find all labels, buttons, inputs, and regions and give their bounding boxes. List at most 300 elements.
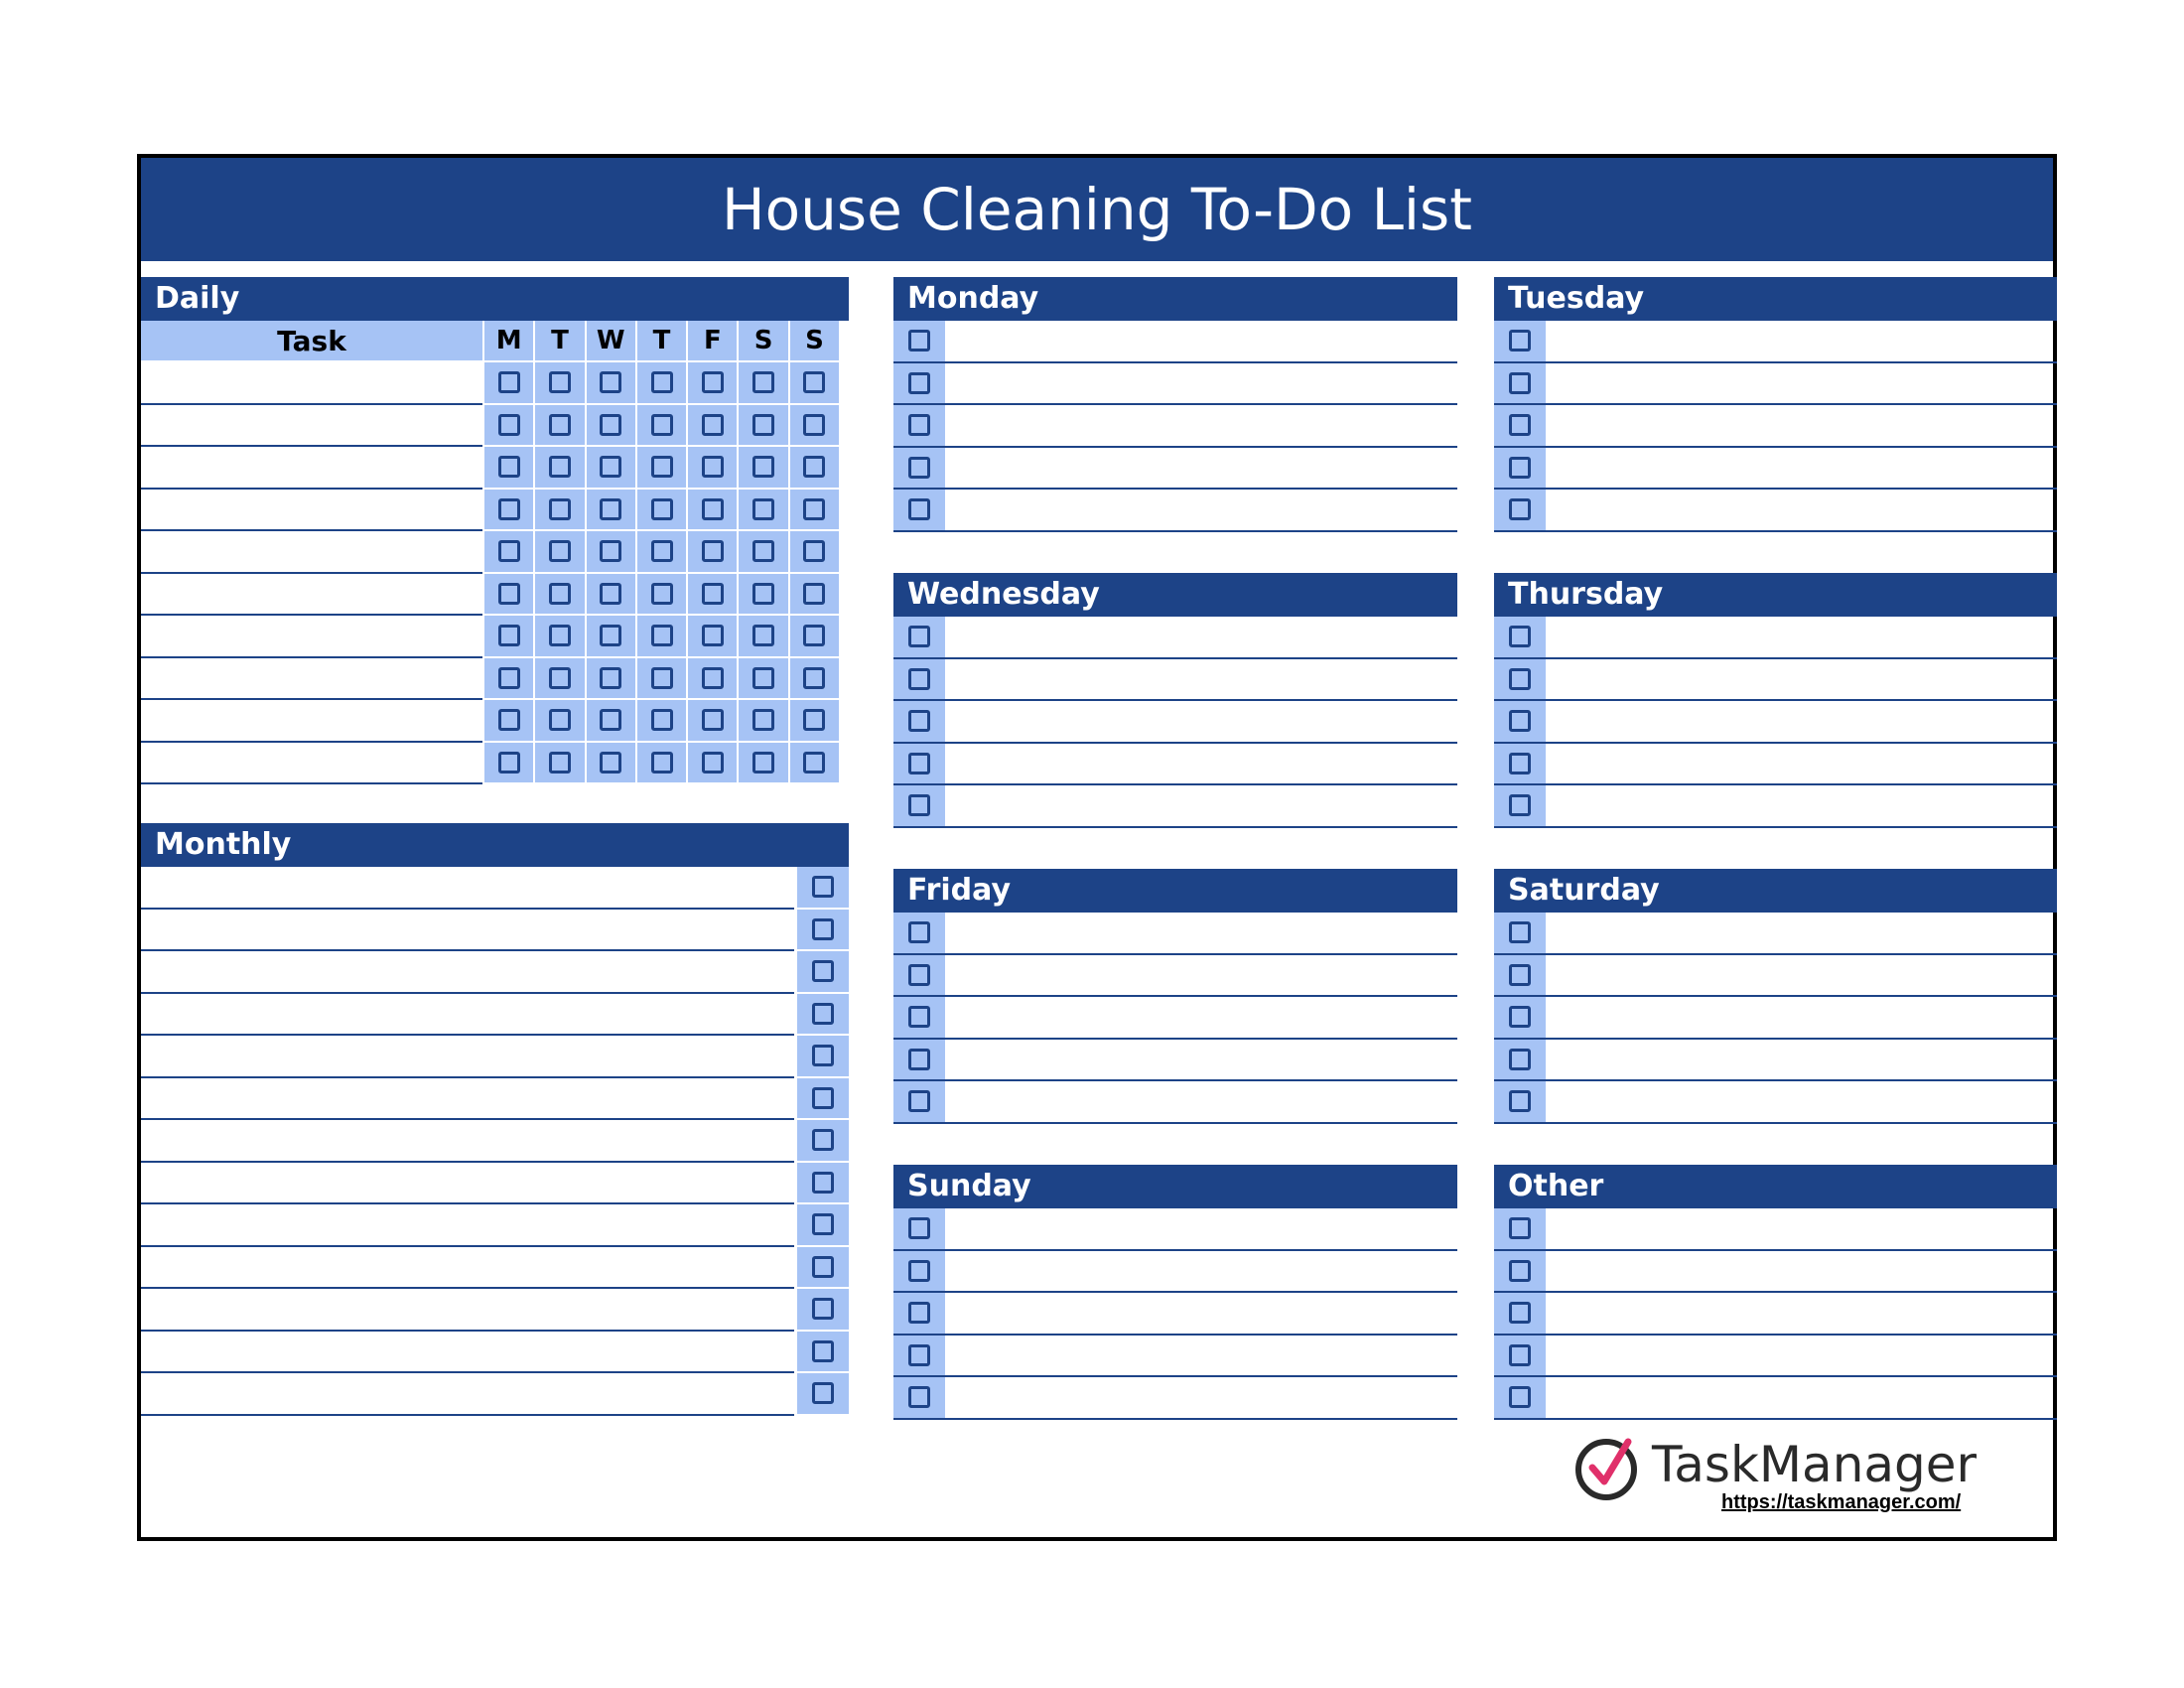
daily-row [141,616,849,658]
daily-checkbox-cell [533,743,584,785]
monthly-row [141,867,849,910]
day-section-header [1494,1165,2057,1208]
checkbox[interactable] [908,498,930,520]
checkbox-cell [1494,997,1546,1038]
checkbox-cell [893,321,945,361]
task-line[interactable] [947,1377,1457,1418]
daily-checkbox-cell [788,658,839,701]
day-section-header [893,869,1457,913]
checkbox[interactable] [600,625,621,646]
checkbox[interactable] [1509,964,1531,986]
checkbox[interactable] [752,752,774,774]
checkbox[interactable] [812,1087,834,1109]
checkbox[interactable] [752,583,774,605]
monthly-task-line[interactable] [141,1289,794,1332]
monthly-list [141,867,849,1416]
daily-row [141,658,849,701]
checkbox[interactable] [651,752,673,774]
daily-checkbox-cell [737,743,787,785]
daily-task-line[interactable] [141,405,482,448]
monthly-header [141,823,849,867]
task-line[interactable] [947,913,1457,953]
daily-checkbox-cell [482,531,533,574]
checkbox[interactable] [812,1172,834,1194]
monthly-task-line[interactable] [141,867,794,910]
monthly-checkbox-cell [797,1332,849,1374]
task-line[interactable] [947,701,1457,742]
task-line[interactable] [1548,744,2057,784]
task-line[interactable] [1548,363,2057,404]
task-line[interactable] [947,1081,1457,1122]
daily-checkbox-cell [482,743,533,785]
day-task-row [893,659,1457,702]
checkbox[interactable] [1509,1090,1531,1112]
checkbox[interactable] [908,921,930,943]
daily-checkbox-cell [585,743,635,785]
checkbox[interactable] [752,456,774,478]
daily-checkbox-cell [686,700,737,743]
daily-checkbox-cell [788,743,839,785]
task-line[interactable] [1548,321,2057,361]
checkbox[interactable] [651,709,673,731]
checkbox-cell [893,1081,945,1122]
taskmanager-logo [1572,1428,2039,1517]
checkbox[interactable] [803,752,825,774]
daily-checkbox-cell [585,362,635,405]
task-line[interactable] [947,1251,1457,1292]
daily-checkbox-cell [533,700,584,743]
monthly-task-line[interactable] [141,1078,794,1121]
checkbox[interactable] [651,667,673,689]
task-line[interactable] [947,405,1457,446]
checkbox[interactable] [651,498,673,520]
checkbox-cell [893,1336,945,1376]
checkbox[interactable] [752,667,774,689]
checkbox[interactable] [752,625,774,646]
task-line[interactable] [947,659,1457,700]
day-task-row [893,617,1457,659]
day-task-row [1494,490,2057,532]
task-line[interactable] [947,1293,1457,1334]
checkbox[interactable] [651,540,673,562]
daily-checkbox-cell [737,362,787,405]
checkbox-cell [1494,913,1546,953]
checkbox[interactable] [702,371,724,393]
checkbox[interactable] [600,498,621,520]
checkbox[interactable] [812,1129,834,1151]
task-line[interactable] [947,785,1457,826]
checkbox[interactable] [752,540,774,562]
checkbox[interactable] [498,625,520,646]
checkbox[interactable] [908,710,930,732]
logo-url-link[interactable]: https://taskmanager.com/ [1721,1491,1962,1513]
daily-checkbox-cell [533,574,584,617]
daily-checkbox-cell [533,405,584,448]
checkbox[interactable] [498,414,520,436]
daily-task-line[interactable] [141,743,482,785]
daily-row [141,700,849,743]
day-task-row [893,448,1457,491]
daily-task-line[interactable] [141,658,482,701]
monthly-heading: Monthly [155,827,292,862]
checkbox-cell [1494,363,1546,404]
daily-task-line[interactable] [141,574,482,617]
daily-checkbox-cell [585,616,635,658]
day-column-header: M [482,321,533,362]
checkbox[interactable] [908,1006,930,1028]
checkbox[interactable] [1509,710,1531,732]
task-line[interactable] [1548,785,2057,826]
logo-name: TaskManager [1652,1436,1978,1493]
checkbox[interactable] [803,498,825,520]
checkbox[interactable] [600,667,621,689]
daily-checkbox-cell [788,574,839,617]
checkbox-cell [893,955,945,996]
checkbox-cell [1494,1081,1546,1122]
task-line[interactable] [1548,490,2057,530]
checkbox[interactable] [803,667,825,689]
checkbox-cell [893,405,945,446]
checkbox[interactable] [498,540,520,562]
task-line[interactable] [1548,617,2057,657]
day-task-row [893,1251,1457,1294]
day-task-row [893,785,1457,828]
checkbox[interactable] [600,414,621,436]
task-line[interactable] [947,955,1457,996]
checkbox[interactable] [812,1213,834,1235]
checkbox[interactable] [908,330,930,352]
daily-checkbox-cell [788,490,839,532]
checkbox-cell [893,1293,945,1334]
checkbox[interactable] [498,667,520,689]
checkbox[interactable] [1509,498,1531,520]
task-line[interactable] [1548,1336,2057,1376]
daily-header [141,277,849,321]
daily-checkbox-cell [482,574,533,617]
checkbox[interactable] [549,456,571,478]
task-line[interactable] [947,744,1457,784]
day-task-row [893,997,1457,1040]
checkbox[interactable] [1509,1006,1531,1028]
checkbox-cell [893,1040,945,1080]
monthly-checkbox-cell [797,867,849,910]
checkbox[interactable] [1509,1049,1531,1070]
monthly-row [141,1247,849,1290]
checkbox[interactable] [702,456,724,478]
checkbox[interactable] [803,414,825,436]
day-task-list [1494,321,2057,532]
checkbox[interactable] [1509,1302,1531,1324]
task-line[interactable] [1548,955,2057,996]
checkbox[interactable] [908,964,930,986]
task-line[interactable] [1548,1251,2057,1292]
monthly-task-line[interactable] [141,951,794,994]
monthly-row [141,1332,849,1374]
task-line[interactable] [1548,1081,2057,1122]
daily-checkbox-cell [482,616,533,658]
task-line[interactable] [947,321,1457,361]
checkbox[interactable] [812,876,834,898]
daily-checkbox-cell [737,700,787,743]
task-line[interactable] [947,490,1457,530]
checkbox[interactable] [651,371,673,393]
checkbox[interactable] [803,709,825,731]
day-section-title: Friday [907,873,1012,908]
task-line[interactable] [1548,659,2057,700]
checkbox-cell [893,744,945,784]
monthly-task-line[interactable] [141,1120,794,1163]
checkbox[interactable] [908,1260,930,1282]
checkbox[interactable] [600,709,621,731]
checkbox[interactable] [702,540,724,562]
checkbox[interactable] [812,1045,834,1066]
checkbox[interactable] [1509,753,1531,774]
day-task-list [1494,1208,2057,1420]
daily-task-line[interactable] [141,531,482,574]
day-task-list [1494,617,2057,828]
day-section-title: Saturday [1508,873,1660,908]
monthly-task-line[interactable] [141,1373,794,1416]
task-line[interactable] [1548,913,2057,953]
checkbox-cell [1494,321,1546,361]
checkbox-cell [1494,405,1546,446]
checkbox[interactable] [600,583,621,605]
monthly-task-line[interactable] [141,910,794,952]
monthly-task-line[interactable] [141,1247,794,1290]
checkbox[interactable] [549,709,571,731]
checkbox[interactable] [803,540,825,562]
checkbox[interactable] [498,709,520,731]
checkbox[interactable] [549,498,571,520]
checkbox[interactable] [549,371,571,393]
checkbox[interactable] [549,667,571,689]
daily-task-line[interactable] [141,490,482,532]
daily-checkbox-cell [635,700,686,743]
checkbox[interactable] [908,1386,930,1408]
day-section-header [1494,573,2057,617]
task-line[interactable] [1548,1377,2057,1418]
task-line[interactable] [947,448,1457,489]
checkbox[interactable] [812,1256,834,1278]
daily-checkbox-cell [482,490,533,532]
checkbox[interactable] [549,583,571,605]
daily-checkbox-cell [686,531,737,574]
checkbox[interactable] [549,414,571,436]
day-task-row [893,1377,1457,1420]
checkbox[interactable] [498,498,520,520]
checkbox[interactable] [1509,1260,1531,1282]
checkbox[interactable] [702,667,724,689]
checkbox[interactable] [651,625,673,646]
daily-row [141,490,849,532]
task-line[interactable] [947,1040,1457,1080]
page-title: House Cleaning To-Do List [722,176,1472,243]
checkbox[interactable] [908,1049,930,1070]
monthly-row [141,951,849,994]
daily-checkbox-cell [686,574,737,617]
checkbox[interactable] [908,457,930,479]
daily-checkbox-cell [788,447,839,490]
monthly-row [141,1078,849,1121]
checkbox[interactable] [908,626,930,647]
checkbox[interactable] [1509,1344,1531,1366]
checkbox[interactable] [812,1382,834,1404]
checkbox[interactable] [908,414,930,436]
monthly-task-line[interactable] [141,1036,794,1078]
checkbox[interactable] [600,371,621,393]
daily-task-line[interactable] [141,700,482,743]
daily-checkbox-cell [585,574,635,617]
checkbox[interactable] [803,583,825,605]
checkbox-cell [893,997,945,1038]
checkbox[interactable] [908,1344,930,1366]
daily-checkbox-cell [635,658,686,701]
task-line[interactable] [1548,1208,2057,1249]
day-task-list [893,617,1457,828]
daily-checkbox-cell [533,531,584,574]
checkbox[interactable] [1509,1386,1531,1408]
checkbox[interactable] [702,752,724,774]
checkbox[interactable] [752,498,774,520]
checkbox[interactable] [1509,921,1531,943]
checkbox[interactable] [600,540,621,562]
checkbox[interactable] [651,414,673,436]
checkbox[interactable] [702,709,724,731]
daily-checkbox-cell [737,574,787,617]
checkbox[interactable] [498,371,520,393]
daily-checkbox-cell [635,447,686,490]
checkbox[interactable] [1509,1217,1531,1239]
task-line[interactable] [1548,405,2057,446]
day-task-row [893,701,1457,744]
checkbox[interactable] [803,625,825,646]
checkbox[interactable] [702,625,724,646]
checkbox[interactable] [1509,794,1531,816]
checkbox[interactable] [803,456,825,478]
checkbox[interactable] [549,625,571,646]
daily-row [141,362,849,405]
checkbox-cell [893,785,945,826]
checkbox-cell [1494,1377,1546,1418]
checkbox[interactable] [908,753,930,774]
checkbox[interactable] [1509,372,1531,394]
checkbox[interactable] [908,668,930,690]
daily-checkbox-cell [482,447,533,490]
check-circle-icon [1572,1432,1644,1503]
task-line[interactable] [1548,448,2057,489]
task-line[interactable] [1548,1293,2057,1334]
monthly-checkbox-cell [797,1078,849,1121]
monthly-row [141,1289,849,1332]
task-line[interactable] [947,997,1457,1038]
task-line[interactable] [947,363,1457,404]
checkbox[interactable] [812,1340,834,1362]
checkbox[interactable] [908,372,930,394]
checkbox[interactable] [752,414,774,436]
checkbox-cell [1494,955,1546,996]
daily-heading: Daily [155,281,240,316]
checkbox-cell [893,913,945,953]
day-task-row [893,1293,1457,1336]
checkbox[interactable] [752,371,774,393]
checkbox[interactable] [651,456,673,478]
day-column-header: W [585,321,635,362]
checkbox[interactable] [908,794,930,816]
day-section-header [1494,869,2057,913]
day-section-title: Monday [907,281,1039,316]
day-task-row [1494,405,2057,448]
day-task-row [1494,1081,2057,1124]
monthly-task-line[interactable] [141,1332,794,1374]
checkbox[interactable] [1509,626,1531,647]
monthly-checkbox-cell [797,1036,849,1078]
checkbox[interactable] [498,456,520,478]
checkbox[interactable] [1509,414,1531,436]
checkbox[interactable] [812,1298,834,1320]
checkbox[interactable] [908,1217,930,1239]
task-line[interactable] [1548,997,2057,1038]
checkbox[interactable] [1509,668,1531,690]
checkbox[interactable] [752,709,774,731]
day-task-row [1494,744,2057,786]
monthly-task-line[interactable] [141,994,794,1037]
monthly-task-line[interactable] [141,1163,794,1205]
checkbox[interactable] [651,583,673,605]
day-task-row [893,744,1457,786]
task-line[interactable] [947,1336,1457,1376]
day-column-header: T [533,321,584,362]
checkbox[interactable] [812,960,834,982]
task-line[interactable] [947,617,1457,657]
checkbox[interactable] [549,752,571,774]
checkbox[interactable] [803,371,825,393]
day-task-row [893,363,1457,406]
monthly-task-line[interactable] [141,1204,794,1247]
daily-header-row [141,321,849,362]
checkbox[interactable] [498,752,520,774]
checkbox-cell [1494,448,1546,489]
daily-task-line[interactable] [141,447,482,490]
daily-task-line[interactable] [141,616,482,658]
checkbox[interactable] [908,1090,930,1112]
checkbox[interactable] [1509,330,1531,352]
checkbox[interactable] [600,752,621,774]
checkbox[interactable] [702,583,724,605]
daily-row [141,447,849,490]
checkbox[interactable] [549,540,571,562]
task-line[interactable] [947,1208,1457,1249]
day-task-row [1494,701,2057,744]
checkbox[interactable] [1509,457,1531,479]
daily-checkbox-cell [635,362,686,405]
checkbox[interactable] [702,414,724,436]
task-line[interactable] [1548,701,2057,742]
daily-checkbox-cell [686,616,737,658]
checkbox[interactable] [812,1003,834,1025]
checkbox[interactable] [702,498,724,520]
task-line[interactable] [1548,1040,2057,1080]
checkbox[interactable] [812,918,834,940]
checkbox[interactable] [600,456,621,478]
daily-checkbox-cell [788,700,839,743]
daily-checkbox-cell [533,447,584,490]
monthly-checkbox-cell [797,1204,849,1247]
checkbox[interactable] [498,583,520,605]
daily-checkbox-cell [585,447,635,490]
checkbox-cell [893,448,945,489]
daily-task-line[interactable] [141,362,482,405]
checkbox[interactable] [908,1302,930,1324]
